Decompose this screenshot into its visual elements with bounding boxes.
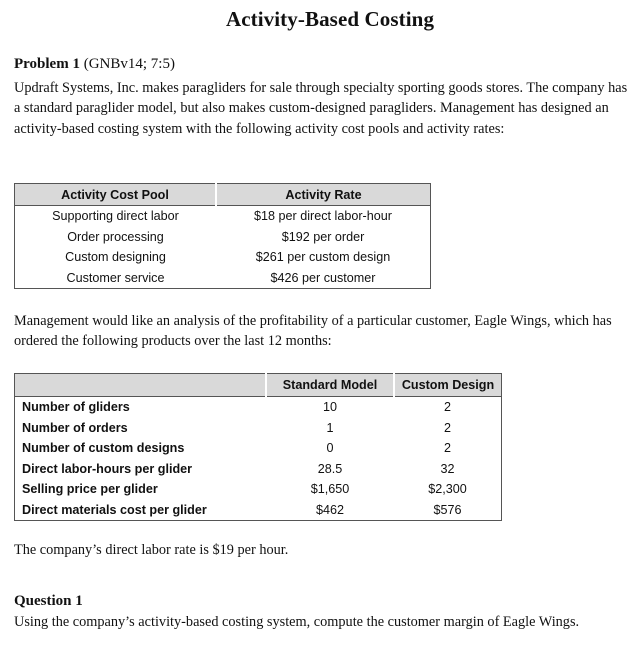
management-paragraph: Management would like an analysis of the profitability of a particular customer, Eagle Wings, which has ordered the following products over the last 12 months: (14, 313, 612, 350)
row-label: Direct labor-hours per glider (22, 461, 193, 476)
table-row (15, 438, 502, 459)
standard-model-cell: 10 (322, 400, 337, 415)
cost-pool-cell: Custom designing (65, 250, 166, 265)
table-row (15, 227, 431, 248)
column-header-custom-design: Custom Design (394, 374, 502, 397)
custom-design-cell: 2 (443, 441, 451, 456)
custom-design-cell: 32 (440, 461, 455, 476)
problem-label: Problem 1 (14, 56, 80, 72)
row-label: Number of gliders (22, 400, 130, 415)
table-header-row (15, 374, 502, 397)
cost-pool-cell: Customer service (66, 270, 165, 285)
custom-design-cell: $2,300 (428, 482, 467, 497)
table-header-row (15, 184, 431, 206)
activity-rates-table (14, 183, 431, 289)
table-row (15, 418, 502, 439)
products-table (14, 373, 502, 521)
column-header-blank (15, 374, 267, 397)
standard-model-cell: $1,650 (310, 482, 350, 497)
row-label: Selling price per glider (22, 482, 158, 497)
table-row (15, 479, 502, 500)
custom-design-cell: $576 (433, 502, 462, 517)
table-row (15, 500, 502, 521)
standard-model-cell: 28.5 (317, 461, 343, 476)
table-row (15, 459, 502, 480)
activity-rate-cell: $18 per direct labor-hour (254, 209, 392, 224)
question-text: Using the company’s activity-based costing system, compute the customer margin of Eagle Wings. (14, 614, 580, 630)
labor-rate-paragraph: The company’s direct labor rate is $19 per hour. (14, 542, 289, 558)
custom-design-cell: 2 (443, 400, 451, 415)
activity-rate-cell: $192 per order (281, 229, 365, 244)
table-row (15, 397, 502, 418)
activity-rate-cell: $426 per customer (270, 270, 376, 285)
row-label: Number of orders (22, 420, 128, 435)
row-label: Number of custom designs (22, 441, 185, 456)
page-title: Activity-Based Costing (225, 7, 435, 31)
question-heading: Question 1 (14, 593, 83, 609)
table-row (15, 247, 431, 268)
table-row (15, 206, 431, 227)
cost-pool-cell: Order processing (67, 229, 164, 244)
activity-rate-cell: $261 per custom design (255, 250, 391, 265)
problem-heading (14, 56, 175, 73)
problem-reference: (GNBv14; 7:5) (79, 56, 175, 72)
column-header-activity-rate: Activity Rate (216, 184, 431, 206)
table-row (15, 268, 431, 289)
standard-model-cell: 0 (326, 441, 334, 456)
problem-intro: Updraft Systems, Inc. makes paragliders for sale through specialty sporting goods stores. The company has a standard paraglider model, but also makes custom-designed paragliders. Management has designed an activity-based costing system with the following activity cost pools and activity rates: (14, 80, 628, 137)
cost-pool-cell: Supporting direct labor (52, 209, 179, 224)
standard-model-cell: 1 (326, 420, 334, 435)
custom-design-cell: 2 (443, 420, 451, 435)
row-label: Direct materials cost per glider (22, 502, 207, 517)
column-header-cost-pool: Activity Cost Pool (15, 184, 217, 206)
standard-model-cell: $462 (315, 502, 345, 517)
column-header-standard-model: Standard Model (266, 374, 394, 397)
